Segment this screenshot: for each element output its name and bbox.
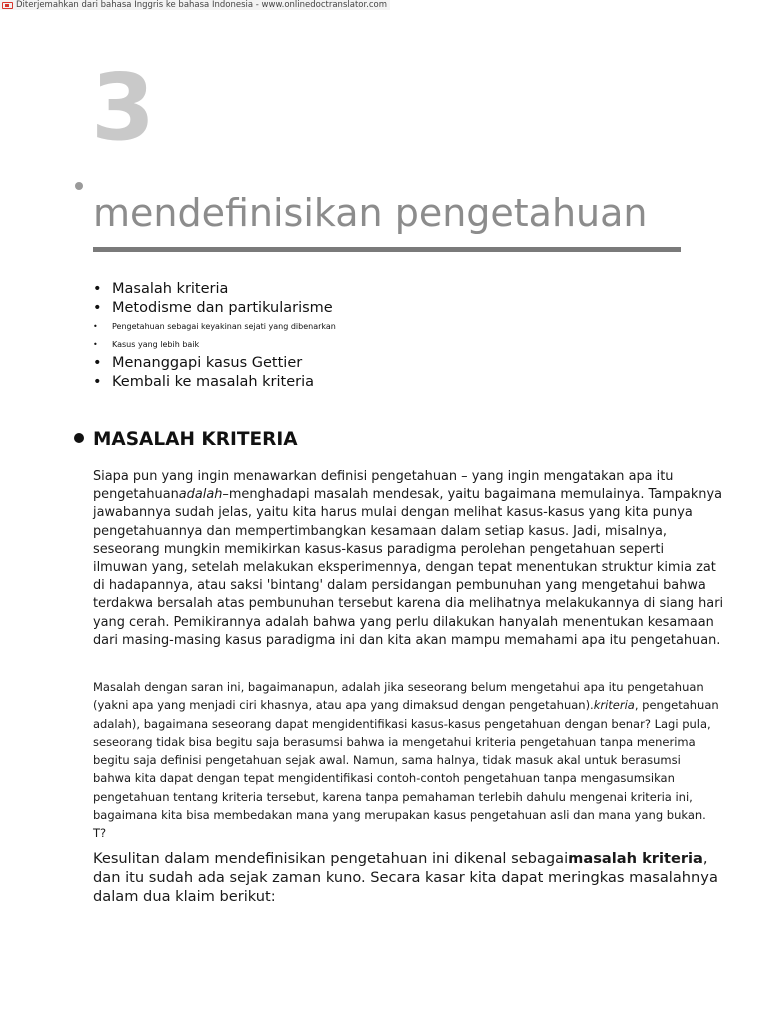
- title-bullet-icon: [75, 182, 83, 190]
- contents-item-text: Masalah kriteria: [112, 281, 229, 297]
- contents-item: [93, 373, 336, 392]
- contents-item-text: Pengetahuan sebagai keyakinan sejati yang dibenarkan: [112, 322, 336, 331]
- section-bullet-icon: [74, 433, 84, 443]
- title-divider: [93, 247, 681, 252]
- translator-banner: [0, 0, 390, 10]
- text-run: (yakni apa yang menjadi ciri khasnya, atau apa yang dimaksud dengan pengetahuan).: [93, 698, 594, 713]
- text-line: pengetahuan tentang kriteria tersebut, karena tanpa pemahaman terlebih dahulu mengenai kriteria ini,: [93, 789, 693, 804]
- text-line: yang cerah. Pemikirannya adalah bahwa yang perlu dilakukan hanyalah menentukan kesamaan: [93, 614, 714, 630]
- italic-term: adalah: [178, 487, 223, 503]
- text-line: di hadapannya, atau saksi 'bintang' dalam persidangan pembunuhan yang mengetahui bahwa: [93, 578, 706, 594]
- text-line: seseorang tidak bisa begitu saja berasumsi bahwa ia mengetahui kriteria pengetahuan tanpa menerima: [93, 734, 696, 749]
- contents-item: [93, 280, 336, 299]
- text-line: terdakwa bersalah atas pembunuhan tersebut karena dia melihatnya melakukannya di siang hari: [93, 596, 724, 612]
- text-run: Kesulitan dalam mendefinisikan pengetahuan ini dikenal sebagai: [93, 850, 569, 867]
- text-line: dan itu sudah ada sejak zaman kuno. Secara kasar kita dapat meringkas masalahnya: [93, 869, 718, 886]
- text-line: jawabannya sudah jelas, yaitu kita harus mulai dengan melihat kasus-kasus yang kita punya: [93, 505, 693, 521]
- contents-item-text: Metodisme dan partikularisme: [112, 300, 333, 316]
- text-line: seseorang mungkin memikirkan kasus-kasus paradigma perolehan pengetahuan seperti: [93, 541, 665, 557]
- chapter-contents-list: [93, 280, 336, 392]
- text-line: dalam dua klaim berikut:: [93, 888, 276, 905]
- banner-text: Diterjemahkan dari bahasa Inggris ke bahasa Indonesia - www.onlinedoctranslator.com: [16, 0, 388, 10]
- contents-item: [93, 299, 336, 318]
- paragraph-1: [93, 468, 724, 650]
- contents-item-text: Kasus yang lebih baik: [112, 340, 200, 349]
- text-run: –menghadapi masalah mendesak, yaitu bagaimana memulainya. Tampaknya: [222, 487, 722, 503]
- text-line: [93, 849, 708, 868]
- contents-item-text: Menanggapi kasus Gettier: [112, 355, 303, 371]
- chapter-title: mendefinisikan pengetahuan: [93, 191, 648, 235]
- text-line: Masalah dengan saran ini, bagaimanapun, adalah jika seseorang belum mengetahui apa itu pengetahuan: [93, 680, 704, 694]
- paragraph-2: [93, 678, 719, 843]
- text-line: bahwa kita dapat dengan tepat mengidentifikasi contoh-contoh pengetahuan tanpa mengasumsikan: [93, 771, 675, 786]
- contents-item-text: Kembali ke masalah kriteria: [112, 374, 315, 390]
- text-line: bagaimana kita bisa membedakan mana yang merupakan kasus pengetahuan asli dan mana yang bukan.: [93, 808, 706, 823]
- text-line: [93, 696, 719, 714]
- text-line: [93, 486, 722, 504]
- document-translate-icon: [2, 2, 13, 9]
- italic-term: kriteria: [593, 698, 635, 713]
- text-line: dari masing-masing kasus paradigma ini dan kita akan mampu memahami apa itu pengetahuan.: [93, 632, 721, 648]
- text-line: Siapa pun yang ingin menawarkan definisi pengetahuan – yang ingin mengatakan apa itu: [93, 469, 674, 484]
- bold-term: masalah kriteria: [568, 850, 703, 867]
- chapter-number: 3: [91, 54, 156, 161]
- contents-item: [93, 318, 336, 336]
- contents-item: [93, 354, 336, 373]
- paragraph-3: [93, 849, 718, 906]
- text-run: pengetahuan: [93, 487, 179, 503]
- contents-item: [93, 336, 336, 354]
- text-line: pengetahuannya dan mempertimbangkan kesamaan dalam setiap kasus. Jadi, misalnya,: [93, 523, 667, 539]
- text-line: adalah), bagaimana seseorang dapat mengidentifikasi kasus-kasus pengetahuan dengan benar? Lagi pula,: [93, 716, 711, 731]
- text-line: ilmuwan yang, setelah melakukan eksperimennya, dengan tepat menentukan struktur kimia zat: [93, 560, 716, 576]
- text-run: , pengetahuan: [634, 698, 719, 713]
- text-line: T?: [93, 826, 107, 841]
- text-run: ,: [702, 850, 708, 867]
- text-line: begitu saja definisi pengetahuan sejak awal. Namun, sama halnya, tidak masuk akal untuk berasumsi: [93, 753, 681, 768]
- section-heading: MASALAH KRITERIA: [93, 429, 298, 450]
